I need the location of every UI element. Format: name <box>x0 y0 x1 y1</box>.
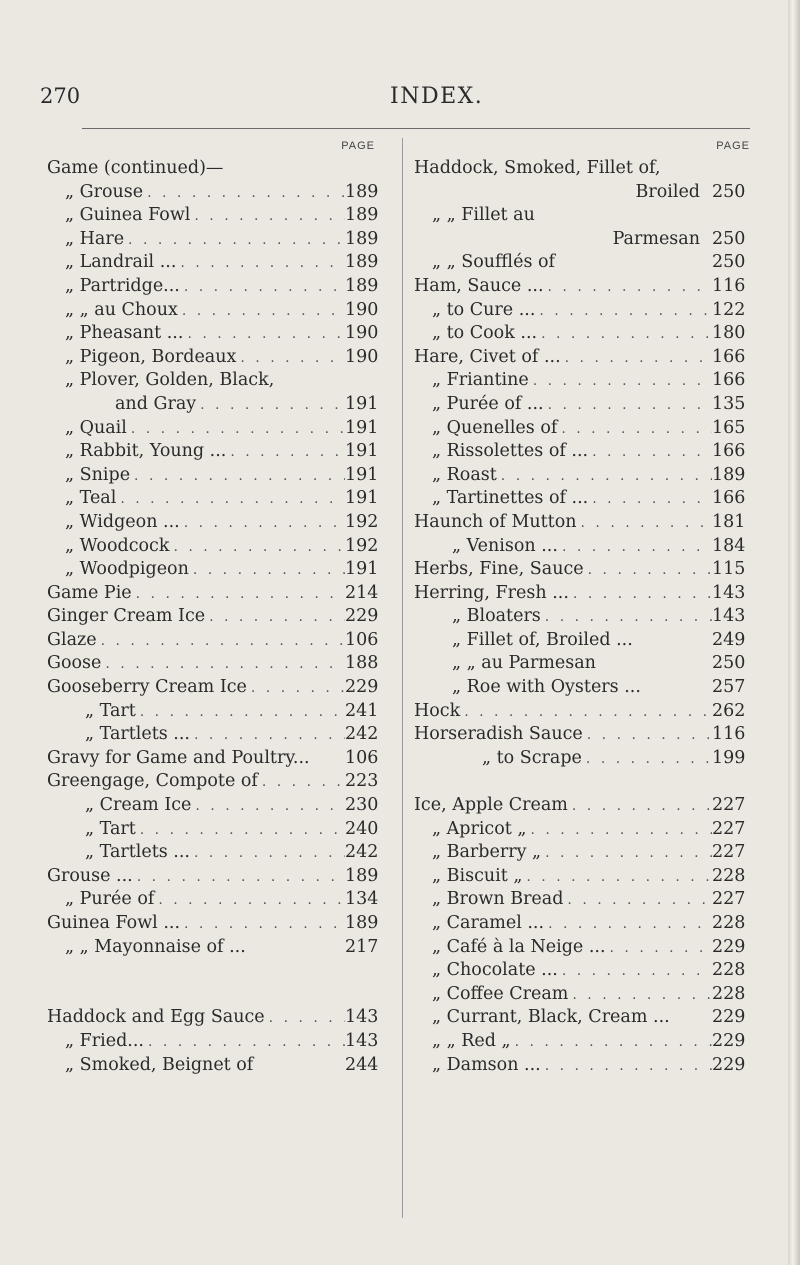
leader-dots <box>541 609 712 625</box>
page-ref: 181 <box>712 511 746 532</box>
page-ref: 250 <box>712 252 746 273</box>
leader-dots <box>226 444 345 460</box>
page-ref: 143 <box>345 1007 379 1028</box>
entry-text: „ Fried... <box>65 1030 144 1051</box>
entry-text: „ „ au Parmesan <box>452 653 596 674</box>
leader-dots <box>191 798 345 814</box>
entry-text: Game Pie <box>47 582 132 603</box>
index-entry <box>414 866 758 890</box>
leader-dots <box>143 185 345 201</box>
leader-dots <box>569 586 712 602</box>
page-ref: 189 <box>345 205 379 226</box>
index-entry <box>414 536 758 560</box>
entry-text: „ Grouse <box>65 181 144 202</box>
entry-text: Parmesan <box>612 228 700 249</box>
entry-text: Herring, Fresh ... <box>414 582 569 603</box>
entry-text: „ „ Fillet au <box>432 205 535 226</box>
index-entry <box>414 842 758 866</box>
page-ref: 250 <box>712 228 746 249</box>
page-ref: 214 <box>345 582 379 603</box>
index-entry <box>414 677 758 701</box>
index-entry <box>47 1055 391 1079</box>
page-ref: 166 <box>712 488 746 509</box>
page-ref: 191 <box>345 417 379 438</box>
index-entry <box>414 701 758 725</box>
index-entry <box>414 158 758 182</box>
entry-text: „ „ Red „ <box>432 1030 511 1051</box>
entry-text: Gravy for Game and Poultry... <box>47 747 310 768</box>
index-entry <box>414 984 758 1008</box>
index-entry <box>47 347 391 371</box>
index-entry <box>414 583 758 607</box>
page-ref: 190 <box>345 346 379 367</box>
page-ref: 257 <box>712 677 746 698</box>
page-edge <box>788 0 800 1265</box>
index-column-left <box>47 140 391 1078</box>
leader-dots <box>132 586 345 602</box>
index-entry <box>47 1007 391 1031</box>
index-entry <box>47 583 391 607</box>
page-ref: 189 <box>345 865 379 886</box>
page-ref: 188 <box>345 653 379 674</box>
index-entry <box>414 465 758 489</box>
entry-text: „ Pigeon, Bordeaux <box>65 346 237 367</box>
index-entries-right <box>414 158 758 1078</box>
entry-text: „ Roast <box>432 464 497 485</box>
index-entry <box>414 889 758 913</box>
index-entry <box>47 418 391 442</box>
index-entry <box>414 182 758 206</box>
index-entry <box>47 559 391 583</box>
leader-dots <box>127 421 345 437</box>
entry-text: Broiled <box>635 181 700 202</box>
index-entry <box>47 441 391 465</box>
index-entry <box>414 300 758 324</box>
leader-dots <box>529 373 712 389</box>
index-entry <box>47 488 391 512</box>
entry-text: Guinea Fowl ... <box>47 913 181 933</box>
leader-dots <box>154 892 345 908</box>
entry-text: Greengage, Compote of <box>47 771 258 792</box>
page-ref: 143 <box>712 582 746 603</box>
entry-text: „ Teal <box>65 488 117 509</box>
leader-dots <box>541 1058 712 1074</box>
entry-text: „ Tart <box>85 818 136 839</box>
index-entry <box>47 323 391 347</box>
page-ref: 191 <box>345 393 379 414</box>
entry-text: „ Bloaters <box>452 606 541 627</box>
entry-text: „ Pheasant ... <box>65 323 184 344</box>
page-ref: 134 <box>345 889 379 910</box>
page-ref: 229 <box>345 606 379 627</box>
index-entry <box>47 913 391 937</box>
entry-text: „ Purée of ... <box>432 393 544 414</box>
leader-dots <box>577 515 712 531</box>
page-ref: 227 <box>712 818 746 839</box>
leader-dots <box>561 350 712 366</box>
index-entry <box>414 418 758 442</box>
index-entry <box>414 205 758 229</box>
index-entry <box>47 205 391 229</box>
entry-text: „ Biscuit „ <box>432 865 523 886</box>
page-ref: 116 <box>712 275 746 296</box>
index-entry <box>47 536 391 560</box>
entry-text: „ Apricot „ <box>432 818 527 839</box>
leader-dots <box>133 869 345 885</box>
page-ref: 192 <box>345 535 379 556</box>
entry-text: „ Venison ... <box>452 535 558 556</box>
entry-text: Hock <box>414 700 461 721</box>
leader-dots <box>588 444 712 460</box>
index-entry <box>414 559 758 583</box>
page-ref: 165 <box>712 417 746 438</box>
leader-dots <box>537 326 712 342</box>
page-ref: 191 <box>345 441 379 462</box>
index-entry <box>47 701 391 725</box>
page-ref: 189 <box>712 464 746 485</box>
page-ref: 217 <box>345 936 379 957</box>
entry-text: Haunch of Mutton <box>414 511 577 532</box>
running-title: INDEX. <box>390 84 484 109</box>
leader-dots <box>265 1010 345 1026</box>
page-ref: 166 <box>712 441 746 462</box>
index-entry <box>47 158 391 182</box>
page-ref: 106 <box>345 629 379 650</box>
entry-text: Ham, Sauce ... <box>414 275 544 296</box>
index-entry <box>47 653 391 677</box>
page-ref: 189 <box>345 228 379 249</box>
entry-text: Haddock, Smoked, Fillet of, <box>414 158 661 178</box>
page-ref: 189 <box>345 181 379 202</box>
entry-text: Glaze <box>47 629 97 650</box>
page-ref: 228 <box>712 983 746 1004</box>
index-entry <box>47 748 391 772</box>
entry-text: „ to Scrape <box>482 747 582 768</box>
index-entry <box>47 1031 391 1055</box>
index-entry <box>47 630 391 654</box>
leader-dots <box>606 940 712 956</box>
index-entry <box>414 1055 758 1079</box>
leader-dots <box>583 727 712 743</box>
leader-dots <box>544 916 712 932</box>
leader-dots <box>169 539 345 555</box>
entry-text: „ Barberry „ <box>432 842 542 863</box>
page-ref: 122 <box>712 299 746 320</box>
leader-dots <box>236 350 345 366</box>
page-column-heading: PAGE <box>716 140 750 152</box>
entry-text: Goose <box>47 653 102 674</box>
leader-dots <box>136 822 345 838</box>
page-ref: 189 <box>345 275 379 296</box>
leader-dots <box>568 798 712 814</box>
entry-text: „ Guinea Fowl <box>65 205 191 226</box>
entry-text: „ Landrail ... <box>65 252 177 273</box>
page-ref: 191 <box>345 488 379 509</box>
leader-dots <box>136 704 345 720</box>
leader-dots <box>176 255 345 271</box>
entry-text: „ Damson ... <box>432 1054 541 1075</box>
entry-text: „ Plover, Golden, Black, <box>65 370 275 391</box>
page-ref: 229 <box>712 936 746 957</box>
leader-dots <box>190 208 345 224</box>
leader-dots <box>101 656 345 672</box>
entry-text: „ Rabbit, Young ... <box>65 441 227 462</box>
entry-text: „ Quenelles of <box>432 417 558 438</box>
page-ref: 166 <box>712 346 746 367</box>
index-entry <box>47 300 391 324</box>
page-ref: 189 <box>345 252 379 273</box>
index-entries-left <box>47 158 391 1078</box>
index-entry <box>47 842 391 866</box>
index-column-right <box>414 140 758 1078</box>
entry-text: „ Roe with Oysters ... <box>452 677 641 698</box>
index-entry <box>414 1031 758 1055</box>
index-entry <box>414 606 758 630</box>
header-rule <box>82 128 750 129</box>
leader-dots <box>247 680 345 696</box>
column-divider <box>402 138 403 1218</box>
entry-text: „ Tartinettes of ... <box>432 488 589 509</box>
page-ref: 199 <box>712 747 746 768</box>
page-ref: 240 <box>345 818 379 839</box>
index-entry <box>47 677 391 701</box>
page-ref: 230 <box>345 795 379 816</box>
leader-dots <box>558 963 712 979</box>
entry-text: „ Tartlets ... <box>85 724 190 745</box>
page-ref: 227 <box>712 795 746 816</box>
leader-dots <box>124 232 345 248</box>
page-ref: 229 <box>345 677 379 698</box>
leader-dots <box>582 751 712 767</box>
page-ref: 143 <box>712 606 746 627</box>
page-ref: 184 <box>712 535 746 556</box>
index-entry <box>414 512 758 536</box>
leader-dots <box>144 1034 345 1050</box>
index-entry <box>414 960 758 984</box>
index-entry <box>47 252 391 276</box>
leader-dots <box>584 562 712 578</box>
entry-text: „ Chocolate ... <box>432 960 558 981</box>
entry-text: „ Fillet of, Broiled ... <box>452 629 633 650</box>
spacer <box>414 771 758 795</box>
leader-dots <box>178 303 345 319</box>
page-ref: 115 <box>712 559 746 580</box>
leader-dots <box>544 279 712 295</box>
page-ref: 191 <box>345 559 379 580</box>
index-entry <box>47 512 391 536</box>
entry-text: Ice, Apple Cream <box>414 795 568 816</box>
page-ref: 135 <box>712 393 746 414</box>
entry-text: „ Woodpigeon <box>65 559 189 580</box>
entry-text: „ Snipe <box>65 464 131 485</box>
leader-dots <box>97 633 345 649</box>
entry-text: „ Brown Bread <box>432 889 564 910</box>
entry-text: Gooseberry Cream Ice <box>47 677 247 698</box>
leader-dots <box>258 774 345 790</box>
index-entry <box>47 276 391 300</box>
index-entry <box>414 488 758 512</box>
page-ref: 262 <box>712 700 746 721</box>
leader-dots <box>190 845 345 861</box>
entry-text: Ginger Cream Ice <box>47 606 206 627</box>
page-ref: 189 <box>345 913 379 933</box>
leader-dots <box>511 1034 712 1050</box>
page-ref: 228 <box>712 865 746 886</box>
index-entry <box>414 630 758 654</box>
index-entry <box>414 229 758 253</box>
entry-text: „ Cream Ice <box>85 795 192 816</box>
index-entry <box>47 394 391 418</box>
entry-text: „ Quail <box>65 417 127 438</box>
leader-dots <box>541 845 712 861</box>
entry-text: Haddock and Egg Sauce <box>47 1007 265 1028</box>
page-ref: 229 <box>712 1007 746 1028</box>
page-ref: 228 <box>712 960 746 981</box>
entry-text: Grouse ... <box>47 865 133 886</box>
index-entry <box>47 795 391 819</box>
entry-text: „ Partridge... <box>65 275 180 296</box>
entry-text: „ Woodcock <box>65 535 170 556</box>
index-entry <box>414 748 758 772</box>
index-entry <box>47 937 391 961</box>
entry-text: „ Coffee Cream <box>432 983 569 1004</box>
leader-dots <box>116 491 345 507</box>
page-ref: 227 <box>712 889 746 910</box>
leader-dots <box>522 869 712 885</box>
page-ref: 228 <box>712 913 746 933</box>
entry-text: Game (continued)— <box>47 158 224 178</box>
entry-text: „ Rissolettes of ... <box>432 441 589 462</box>
index-entry <box>414 370 758 394</box>
page-ref: 223 <box>345 771 379 792</box>
leader-dots <box>497 468 712 484</box>
index-entry <box>47 819 391 843</box>
entry-text: „ Smoked, Beignet of <box>65 1054 254 1075</box>
leader-dots <box>558 539 712 555</box>
page-header <box>0 84 790 118</box>
page-ref: 191 <box>345 464 379 485</box>
spacer <box>47 984 391 1008</box>
page-ref: 244 <box>345 1054 379 1075</box>
index-entry <box>47 771 391 795</box>
leader-dots <box>557 421 712 437</box>
index-entry <box>414 1007 758 1031</box>
leader-dots <box>526 822 712 838</box>
index-entry <box>414 819 758 843</box>
index-entry <box>47 606 391 630</box>
entry-text: „ Tart <box>85 700 136 721</box>
leader-dots <box>183 326 345 342</box>
entry-text: „ „ Soufflés of <box>432 252 555 273</box>
index-entry <box>47 465 391 489</box>
page-ref: 143 <box>345 1030 379 1051</box>
entry-text: „ Hare <box>65 228 125 249</box>
leader-dots <box>544 397 712 413</box>
page-ref: 250 <box>712 181 746 202</box>
entry-text: and Gray <box>115 393 197 414</box>
entry-text: „ Currant, Black, Cream ... <box>432 1007 670 1028</box>
index-entry <box>414 913 758 937</box>
entry-text: „ to Cook ... <box>432 323 538 344</box>
index-entry <box>47 866 391 890</box>
page-ref: 227 <box>712 842 746 863</box>
leader-dots <box>460 704 712 720</box>
leader-dots <box>588 491 712 507</box>
page-ref: 190 <box>345 323 379 344</box>
leader-dots <box>563 892 712 908</box>
index-entry <box>47 889 391 913</box>
entry-text: „ Café à la Neige ... <box>432 936 606 957</box>
leader-dots <box>130 468 345 484</box>
entry-text: „ „ Mayonnaise of ... <box>65 936 246 957</box>
entry-text: „ Purée of <box>65 889 155 910</box>
leader-dots <box>189 562 345 578</box>
page-ref: 241 <box>345 700 379 721</box>
page-ref: 180 <box>712 323 746 344</box>
index-entry <box>414 394 758 418</box>
leader-dots <box>196 397 345 413</box>
index-entry <box>414 252 758 276</box>
entry-text: Hare, Civet of ... <box>414 346 561 367</box>
entry-text: Herbs, Fine, Sauce <box>414 559 584 580</box>
page-ref: 229 <box>712 1054 746 1075</box>
entry-text: „ Caramel ... <box>432 913 545 933</box>
page-number: 270 <box>40 84 81 108</box>
index-entry <box>414 937 758 961</box>
page-ref: 192 <box>345 511 379 532</box>
page-ref: 106 <box>345 747 379 768</box>
index-entry <box>47 182 391 206</box>
index-entry <box>414 323 758 347</box>
index-entry <box>414 347 758 371</box>
page-ref: 242 <box>345 842 379 863</box>
entry-text: „ Tartlets ... <box>85 842 190 863</box>
leader-dots <box>568 987 712 1003</box>
leader-dots <box>535 303 712 319</box>
leader-dots <box>205 609 345 625</box>
entry-text: „ Friantine <box>432 370 529 391</box>
leader-dots <box>180 515 345 531</box>
entry-text: „ to Cure ... <box>432 299 536 320</box>
page-ref: 242 <box>345 724 379 745</box>
page-ref: 166 <box>712 370 746 391</box>
index-entry <box>414 276 758 300</box>
entry-text: „ „ au Choux <box>65 299 178 320</box>
page-ref: 116 <box>712 724 746 745</box>
index-entry <box>47 229 391 253</box>
entry-text: „ Widgeon ... <box>65 511 180 532</box>
page-ref: 190 <box>345 299 379 320</box>
index-entry <box>414 441 758 465</box>
spacer <box>47 960 391 984</box>
leader-dots <box>180 279 345 295</box>
page-ref: 249 <box>712 629 746 650</box>
index-entry <box>47 724 391 748</box>
index-entry <box>414 724 758 748</box>
leader-dots <box>190 727 345 743</box>
page-ref: 229 <box>712 1030 746 1051</box>
page-ref: 250 <box>712 653 746 674</box>
entry-text: Horseradish Sauce <box>414 724 583 745</box>
index-entry <box>414 653 758 677</box>
page-column-heading: PAGE <box>341 140 375 152</box>
index-entry <box>414 795 758 819</box>
index-entry <box>47 370 391 394</box>
leader-dots <box>180 916 345 932</box>
